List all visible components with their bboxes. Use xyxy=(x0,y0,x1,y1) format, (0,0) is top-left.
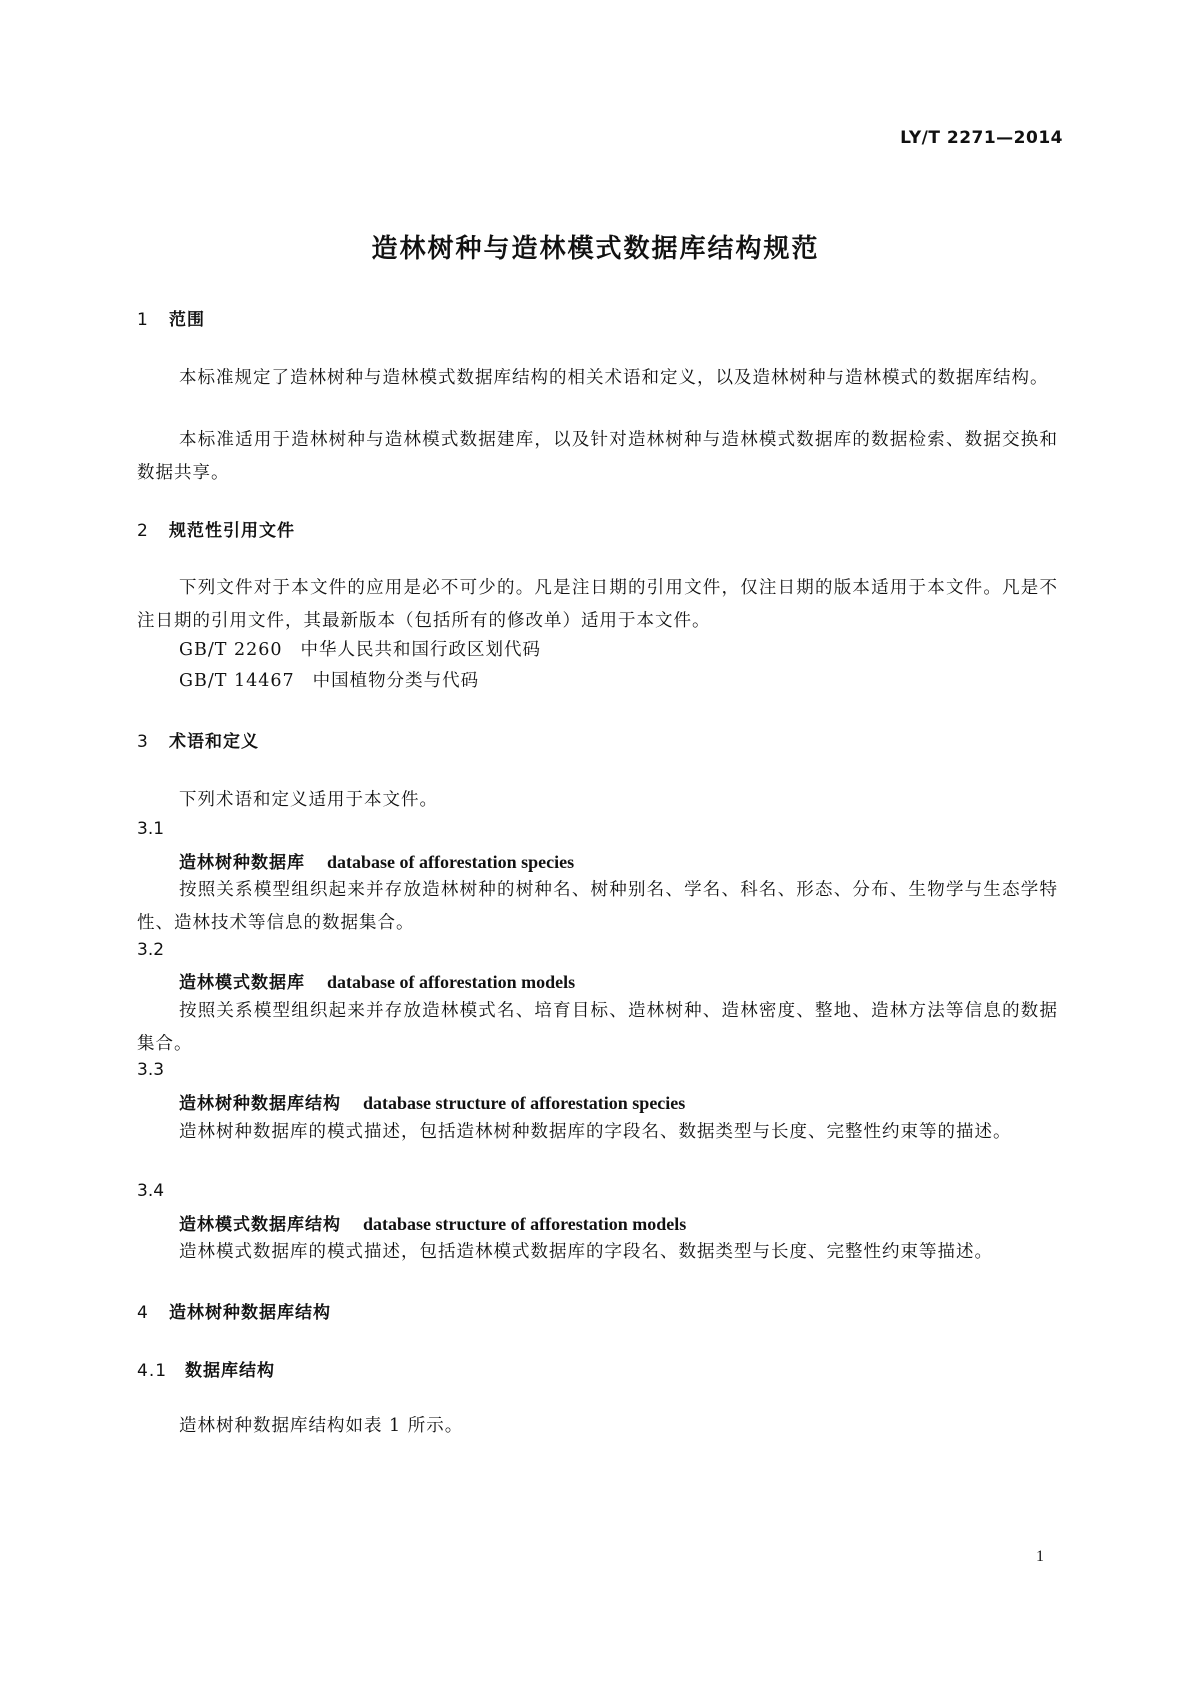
reference-title: 中华人民共和国行政区划代码 xyxy=(300,640,542,660)
term-definition: 造林树种数据库的模式描述，包括造林树种数据库的字段名、数据类型与长度、完整性约束等的描述。 xyxy=(179,1122,1012,1142)
term-number: 3.2 xyxy=(137,940,165,960)
section-2-paragraph-1: 下列文件对于本文件的应用是必不可少的。凡是注日期的引用文件，仅注日期的版本适用于本文件。凡是不注日期的引用文件，其最新版本（包括所有的修改单）适用于本文件。 xyxy=(137,578,1058,631)
standard-code: LY/T 2271—2014 xyxy=(900,128,1063,148)
section-1-paragraph-1: 本标准规定了造林树种与造林模式数据库结构的相关术语和定义，以及造林树种与造林模式的数据库结构。 xyxy=(179,368,1049,388)
section-number: 3 xyxy=(137,732,149,752)
term-english: database of afforestation models xyxy=(327,972,576,992)
term-number: 3.3 xyxy=(137,1060,165,1080)
section-title: 术语和定义 xyxy=(169,732,259,752)
term-number: 3.1 xyxy=(137,819,165,839)
document-title: 造林树种与造林模式数据库结构规范 xyxy=(371,234,820,264)
reference-code: GB/T 14467 xyxy=(179,671,295,691)
reference-code: GB/T 2260 xyxy=(179,640,283,660)
section-4-heading xyxy=(137,1298,331,1323)
subsection-title: 数据库结构 xyxy=(185,1361,275,1381)
section-2-heading xyxy=(137,516,295,541)
reference-item xyxy=(179,667,479,692)
reference-item xyxy=(179,636,541,661)
section-title: 规范性引用文件 xyxy=(169,521,295,541)
subsection-number: 4.1 xyxy=(137,1361,168,1381)
section-3-heading xyxy=(137,727,259,752)
section-number: 1 xyxy=(137,310,149,330)
section-title: 范围 xyxy=(169,310,205,330)
term-heading xyxy=(179,848,574,873)
term-english: database of afforestation species xyxy=(327,852,575,872)
section-1-heading xyxy=(137,305,205,330)
reference-title: 中国植物分类与代码 xyxy=(312,671,480,691)
section-1-paragraph-2: 本标准适用于造林树种与造林模式数据建库，以及针对造林树种与造林模式数据库的数据检索、数据交换和数据共享。 xyxy=(137,430,1058,483)
term-chinese: 造林树种数据库结构 xyxy=(179,1094,341,1114)
section-number: 2 xyxy=(137,521,149,541)
term-chinese: 造林模式数据库结构 xyxy=(179,1215,341,1235)
subsection-4-1-heading xyxy=(137,1356,275,1381)
term-english: database structure of afforestation models xyxy=(363,1214,687,1234)
term-chinese: 造林树种数据库 xyxy=(179,853,305,873)
term-english: database structure of afforestation species xyxy=(363,1093,686,1113)
page-number: 1 xyxy=(1036,1548,1044,1565)
section-3-intro: 下列术语和定义适用于本文件。 xyxy=(179,790,438,810)
term-definition: 按照关系模型组织起来并存放造林树种的树种名、树种别名、学名、科名、形态、分布、生物学与生态学特性、造林技术等信息的数据集合。 xyxy=(137,880,1058,933)
section-title: 造林树种数据库结构 xyxy=(169,1303,331,1323)
term-definition: 按照关系模型组织起来并存放造林模式名、培育目标、造林树种、造林密度、整地、造林方法等信息的数据集合。 xyxy=(137,1001,1058,1054)
term-chinese: 造林模式数据库 xyxy=(179,973,305,993)
term-heading xyxy=(179,1089,685,1114)
term-definition: 造林模式数据库的模式描述，包括造林模式数据库的字段名、数据类型与长度、完整性约束等描述。 xyxy=(179,1242,993,1262)
term-number: 3.4 xyxy=(137,1181,165,1201)
subsection-4-1-paragraph: 造林树种数据库结构如表 1 所示。 xyxy=(179,1416,464,1436)
term-heading xyxy=(179,1210,686,1235)
term-heading xyxy=(179,968,575,993)
section-number: 4 xyxy=(137,1303,149,1323)
